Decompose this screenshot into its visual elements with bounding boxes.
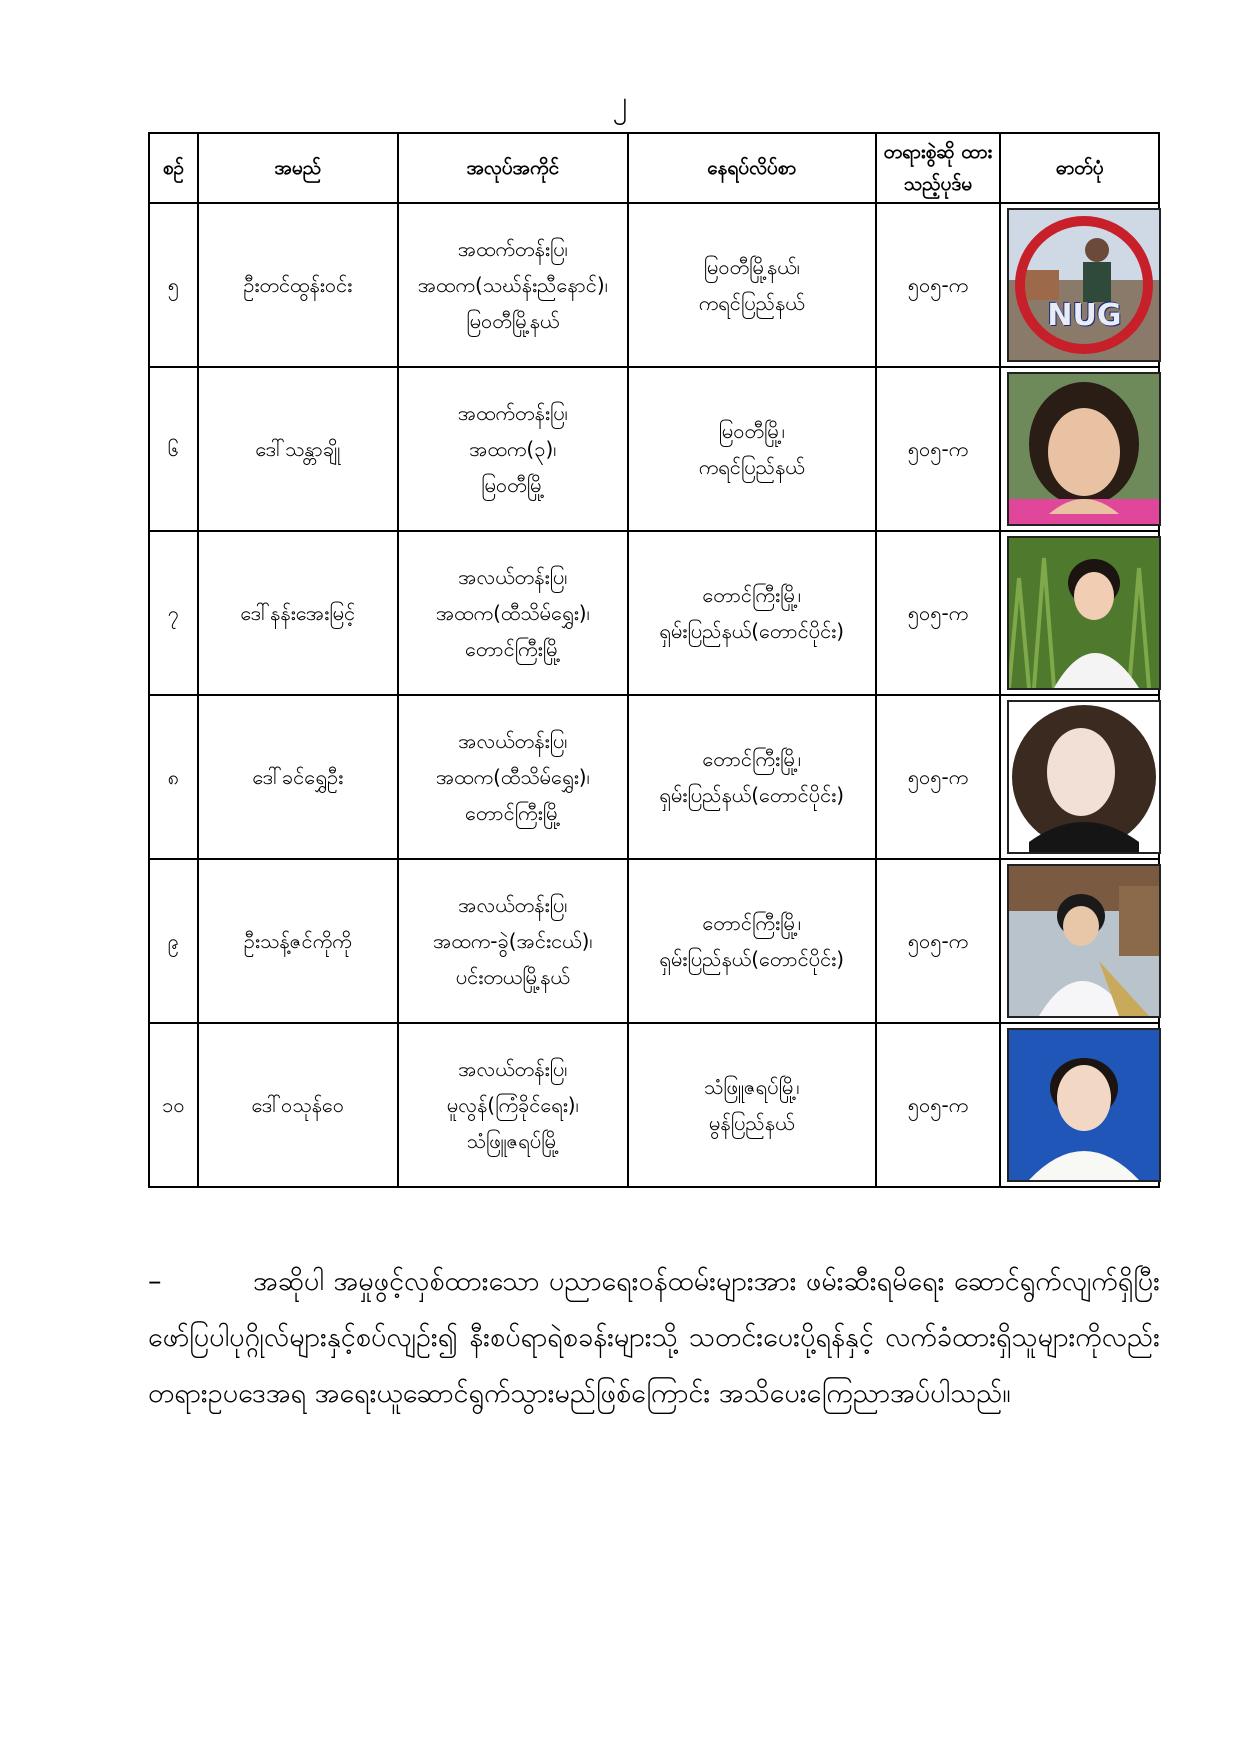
notice-text: အဆိုပါ အမှုဖွင့်လှစ်ထားသော ပညာရေးဝန်ထမ်းများအား ဖမ်းဆီးရမိရေး ဆောင်ရွက်လျက်ရှိပြီး ဖော်ပြပါပုဂ္ဂိုလ်များနှင့်စပ်လျဉ်း၍ နီးစပ်ရာရဲစခန်းများသို့ သတင်းပေးပို့ရန်နှင့် လက်ခံထားရှိသူများကိုလည်း တရားဥပဒေအရ အရေးယူဆောင်ရွက်သွားမည်ဖြစ်ကြောင်း အသိပေးကြေညာအပ်ပါသည်။ bbox=[148, 1266, 1160, 1409]
occupation-line: မြဝတီမြို့ bbox=[481, 473, 545, 497]
table-row bbox=[149, 367, 1159, 531]
address-line: ရှမ်းပြည်နယ်(တောင်ပိုင်း) bbox=[659, 619, 845, 643]
row-name: ဒေါ်နန်းအေးမြင့် bbox=[198, 531, 398, 695]
occupation-line: အလယ်တန်းပြ၊ bbox=[458, 1057, 568, 1081]
header-number: စဉ် bbox=[149, 133, 198, 203]
address-line: မြဝတီမြို့၊ bbox=[718, 419, 785, 443]
row-occupation bbox=[398, 367, 628, 531]
address-line: ရှမ်းပြည်နယ်(တောင်ပိုင်း) bbox=[659, 783, 845, 807]
row-address bbox=[628, 531, 876, 695]
table-header-row bbox=[149, 133, 1159, 203]
row-name: ဦးတင်ထွန်းဝင်း bbox=[198, 203, 398, 367]
row-name: ဒေါ်သန္တာချို bbox=[198, 367, 398, 531]
row-name: ဒေါ်ခင်ရွှေဦး bbox=[198, 695, 398, 859]
address-line: ရှမ်းပြည်နယ်(တောင်ပိုင်း) bbox=[659, 947, 845, 971]
address-line: တောင်ကြီးမြို့၊ bbox=[702, 911, 802, 935]
header-address: နေရပ်လိပ်စာ bbox=[628, 133, 876, 203]
row-number: ၈ bbox=[149, 695, 198, 859]
occupation-line: မူလွန်(ကြံခိုင်ရေး)၊ bbox=[446, 1093, 579, 1117]
row-section: ၅၀၅-က bbox=[876, 1023, 1001, 1187]
occupation-line: အထက(ထီသိမ်ရွှေး)၊ bbox=[435, 765, 590, 789]
row-occupation bbox=[398, 531, 628, 695]
row-number: ၁၀ bbox=[149, 1023, 198, 1187]
man-street-photo bbox=[1007, 864, 1161, 1018]
row-number: ၅ bbox=[149, 203, 198, 367]
occupation-line: အလယ်တန်းပြ၊ bbox=[458, 729, 568, 753]
table-row bbox=[149, 1023, 1159, 1187]
wanted-teachers-table bbox=[148, 132, 1160, 1188]
row-section: ၅၀၅-က bbox=[876, 859, 1001, 1023]
address-line: တောင်ကြီးမြို့၊ bbox=[702, 747, 802, 771]
address-line: မွန်ပြည်နယ် bbox=[708, 1111, 795, 1135]
nug-badge-photo bbox=[1007, 208, 1161, 362]
header-photo: ဓာတ်ပုံ bbox=[1000, 133, 1159, 203]
row-name: ဦးသန့်ဇင်ကိုကို bbox=[198, 859, 398, 1023]
row-occupation bbox=[398, 695, 628, 859]
row-number: ၇ bbox=[149, 531, 198, 695]
row-address bbox=[628, 859, 876, 1023]
nug-logo-text: NUG bbox=[1047, 298, 1122, 333]
occupation-line: မြဝတီမြို့နယ် bbox=[466, 309, 560, 333]
row-address bbox=[628, 203, 876, 367]
row-section: ၅၀၅-က bbox=[876, 695, 1001, 859]
occupation-line: တောင်ကြီးမြို့ bbox=[465, 637, 561, 661]
row-number: ၆ bbox=[149, 367, 198, 531]
occupation-line: အထက(၃)၊ bbox=[469, 437, 557, 461]
row-section: ၅၀၅-က bbox=[876, 531, 1001, 695]
table-row bbox=[149, 695, 1159, 859]
occupation-line: အထက(ထီသိမ်ရွှေး)၊ bbox=[435, 601, 590, 625]
header-charged-section: တရားစွဲဆို ထားသည့်ပုဒ်မ bbox=[876, 133, 1001, 203]
row-photo-cell bbox=[1000, 695, 1159, 859]
row-photo-cell bbox=[1000, 1023, 1159, 1187]
table-row bbox=[149, 859, 1159, 1023]
row-occupation bbox=[398, 1023, 628, 1187]
header-occupation: အလုပ်အကိုင် bbox=[398, 133, 628, 203]
notice-dash: – bbox=[148, 1266, 162, 1297]
occupation-line: အထက်တန်းပြ၊ bbox=[457, 401, 568, 425]
occupation-line: အထက-ခွဲ(အင်းငယ်)၊ bbox=[433, 929, 593, 953]
row-number: ၉ bbox=[149, 859, 198, 1023]
row-occupation bbox=[398, 203, 628, 367]
row-address bbox=[628, 367, 876, 531]
woman-id-photo bbox=[1007, 1028, 1161, 1182]
occupation-line: တောင်ကြီးမြို့ bbox=[465, 801, 561, 825]
row-photo-cell bbox=[1000, 203, 1159, 367]
occupation-line: အလယ်တန်းပြ၊ bbox=[458, 565, 568, 589]
page-number: ၂ bbox=[612, 85, 628, 120]
row-section: ၅၀၅-က bbox=[876, 203, 1001, 367]
woman-portrait-photo bbox=[1007, 372, 1161, 526]
notice-paragraph bbox=[148, 1254, 1160, 1422]
row-address bbox=[628, 695, 876, 859]
row-photo-cell bbox=[1000, 531, 1159, 695]
woman-grass-photo bbox=[1007, 536, 1161, 690]
occupation-line: သံဖြူဇရပ်မြို့ bbox=[466, 1129, 560, 1153]
occupation-line: အထက(သဃ်န်းညီနောင်)၊ bbox=[417, 273, 608, 297]
row-occupation bbox=[398, 859, 628, 1023]
address-line: တောင်ကြီးမြို့၊ bbox=[702, 583, 802, 607]
woman-round-photo bbox=[1007, 700, 1161, 854]
row-photo-cell bbox=[1000, 859, 1159, 1023]
address-line: သံဖြူဇရပ်မြို့၊ bbox=[703, 1075, 800, 1099]
address-line: မြဝတီမြို့နယ်၊ bbox=[703, 255, 800, 279]
header-name: အမည် bbox=[198, 133, 398, 203]
address-line: ကရင်ပြည်နယ် bbox=[698, 455, 805, 479]
table-row bbox=[149, 531, 1159, 695]
row-section: ၅၀၅-က bbox=[876, 367, 1001, 531]
row-name: ဒေါ်ဝသုန်ဝေ bbox=[198, 1023, 398, 1187]
occupation-line: အလယ်တန်းပြ၊ bbox=[458, 893, 568, 917]
row-photo-cell bbox=[1000, 367, 1159, 531]
occupation-line: အထက်တန်းပြ၊ bbox=[457, 237, 568, 261]
occupation-line: ပင်းတယမြို့နယ် bbox=[455, 965, 570, 989]
row-address bbox=[628, 1023, 876, 1187]
table-row bbox=[149, 203, 1159, 367]
address-line: ကရင်ပြည်နယ် bbox=[698, 291, 805, 315]
